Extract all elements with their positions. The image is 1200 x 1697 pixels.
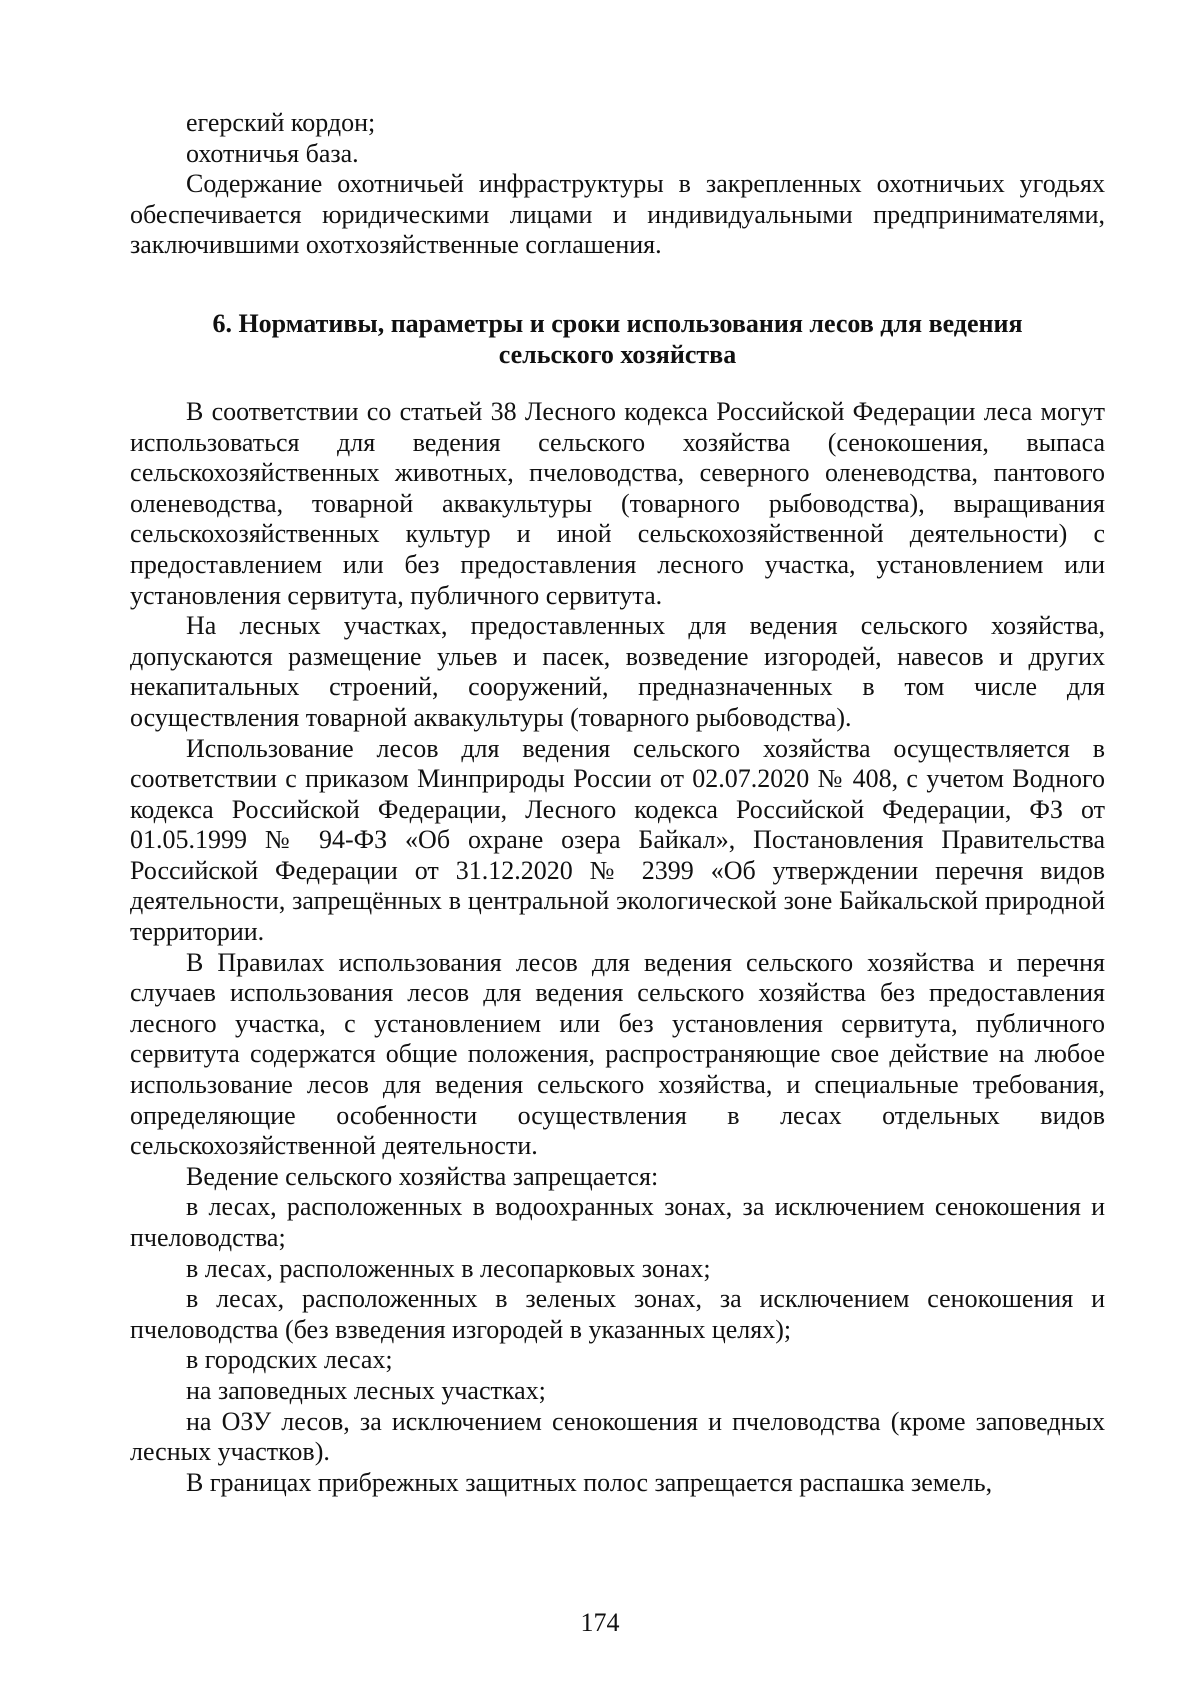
paragraph-coastal-strips: В границах прибрежных защитных полос запрещается распашка земель, <box>186 1467 993 1497</box>
list-item-ranger-cordon: егерский кордон; <box>186 108 376 137</box>
list-item-ozu-forests: на ОЗУ лесов, за исключением сенокошения и пчеловодства (кроме заповедных лесных участков). <box>130 1406 1105 1467</box>
paragraph-legal-basis: Использование лесов для ведения сельского хозяйства осуществляется в соответствии с приказом Минприроды России от 02.07.2020 № 408, с учетом Водного кодекса Российской Федерации, Лесного кодекса Российской Федерации, ФЗ от 01.05.1999 № 94-ФЗ «Об охране озера Байкал», Постановления Правительства Российской Федерации от 31.12.2020 № 2399 «Об утверждении перечня видов деятельности, запрещённых в центральной экологической зоне Байкальской природной территории. <box>130 733 1105 947</box>
section-heading-line-1: 6. Нормативы, параметры и сроки использования лесов для ведения <box>212 308 1023 338</box>
list-item-green-zones: в лесах, расположенных в зеленых зонах, за исключением сенокошения и пчеловодства (без взведения изгородей в указанных целях); <box>130 1284 1105 1344</box>
list-item-hunting-base: охотничья база. <box>186 138 359 168</box>
paragraph-article-38: В соответствии со статьей 38 Лесного кодекса Российской Федерации леса могут использоваться для ведения сельского хозяйства (сенокошения, выпаса сельскохозяйственных животных, пчеловодства, северного оленеводства, пантового оленеводства, товарной аквакультуры (товарного рыбоводства), выращивания сельскохозяйственных культур и иной сельскохозяйственной деятельности) с предоставлением или без предоставления лесного участка, установлением или установления сервитута, публичного сервитута. <box>130 396 1105 610</box>
paragraph-prohibition-intro: Ведение сельского хозяйства запрещается: <box>186 1161 659 1191</box>
paragraph-infrastructure: Содержание охотничьей инфраструктуры в закрепленных охотничьих угодьях обеспечивается юридическими лицами и индивидуальными предпринимателями, заключившими охотхозяйственные соглашения. <box>130 169 1105 260</box>
paragraph-permitted-structures: На лесных участках, предоставленных для ведения сельского хозяйства, допускаются размещение ульев и пасек, возведение изгородей, навесов и других некапитальных строений, сооружений, предназначенных в том числе для осуществления товарной аквакультуры (товарного рыбоводства). <box>130 611 1105 732</box>
list-item-reserved-plots: на заповедных лесных участках; <box>186 1375 546 1405</box>
list-item-forest-park-zones: в лесах, расположенных в лесопарковых зонах; <box>186 1253 711 1283</box>
list-item-urban-forests: в городских лесах; <box>186 1345 393 1375</box>
paragraph-rules: В Правилах использования лесов для ведения сельского хозяйства и перечня случаев использования лесов для ведения сельского хозяйства без предоставления лесного участка, с установлением или без установления сервитута, публичного сервитута содержатся общие положения, распространяющие свое действие на любое использование лесов для ведения сельского хозяйства, и специальные требования, определяющие особенности осуществления в лесах отдельных видов сельскохозяйственной деятельности. <box>130 947 1105 1161</box>
page-content <box>130 108 1105 1498</box>
page-number: 174 <box>580 1608 620 1637</box>
list-item-water-protection-zones: в лесах, расположенных в водоохранных зонах, за исключением сенокошения и пчеловодства; <box>130 1192 1105 1252</box>
section-heading-line-2: сельского хозяйства <box>498 339 737 369</box>
section-heading <box>130 308 1105 370</box>
